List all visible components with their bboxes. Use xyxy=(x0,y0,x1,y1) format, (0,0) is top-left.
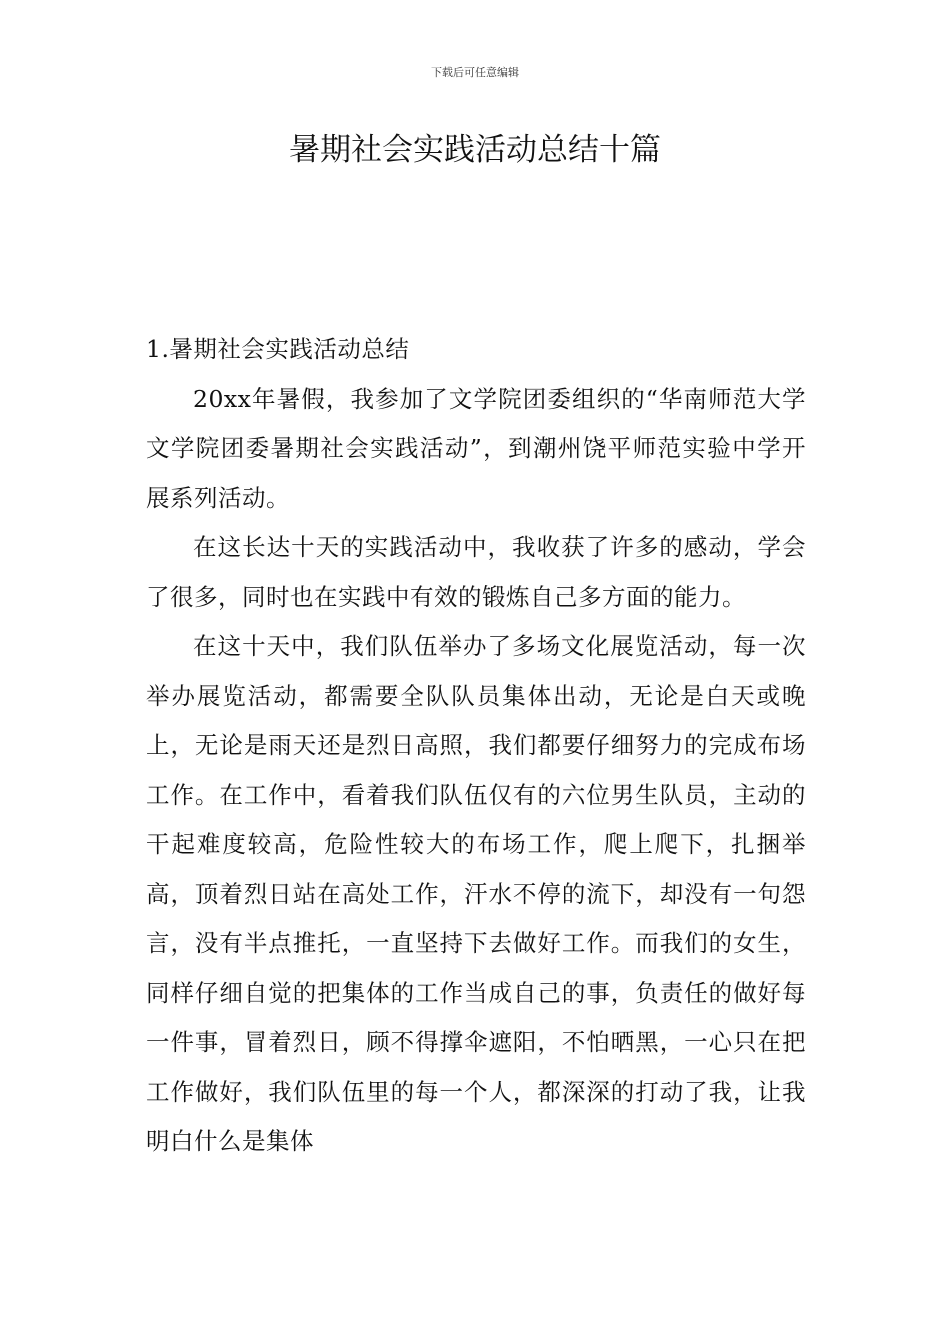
document-title: 暑期社会实践活动总结十篇 xyxy=(289,132,661,168)
paragraph-2: 在这长达十天的实践活动中，我收获了许多的感动，学会了很多，同时也在实践中有效的锻炼自己多方面的能力。 xyxy=(146,533,806,611)
paragraph-3: 在这十天中，我们队伍举办了多场文化展览活动，每一次举办展览活动，都需要全队队员集体出动，无论是白天或晚上，无论是雨天还是烈日高照，我们都要仔细努力的完成布场工作。在工作中，看着我们队伍仅有的六位男生队员，主动的干起难度较高，危险性较大的布场工作，爬上爬下，扎捆举高，顶着烈日站在高处工作，汗水不停的流下，却没有一句怨言，没有半点推托，一直坚持下去做好工作。而我们的女生，同样仔细自觉的把集体的工作当成自己的事，负责任的做好每一件事，冒着烈日，顾不得撑伞遮阳，不怕晒黑，一心只在把工作做好，我们队伍里的每一个人，都深深的打动了我，让我明白什么是集体 xyxy=(146,632,806,1155)
document-body xyxy=(146,325,806,1167)
section-heading: 1.暑期社会实践活动总结 xyxy=(146,335,410,363)
header-note: 下载后可任意编辑 xyxy=(431,66,519,79)
paragraph-1: 20xx年暑假，我参加了文学院团委组织的“华南师范大学文学院团委暑期社会实践活动”，到潮州饶平师范实验中学开展系列活动。 xyxy=(146,384,806,512)
